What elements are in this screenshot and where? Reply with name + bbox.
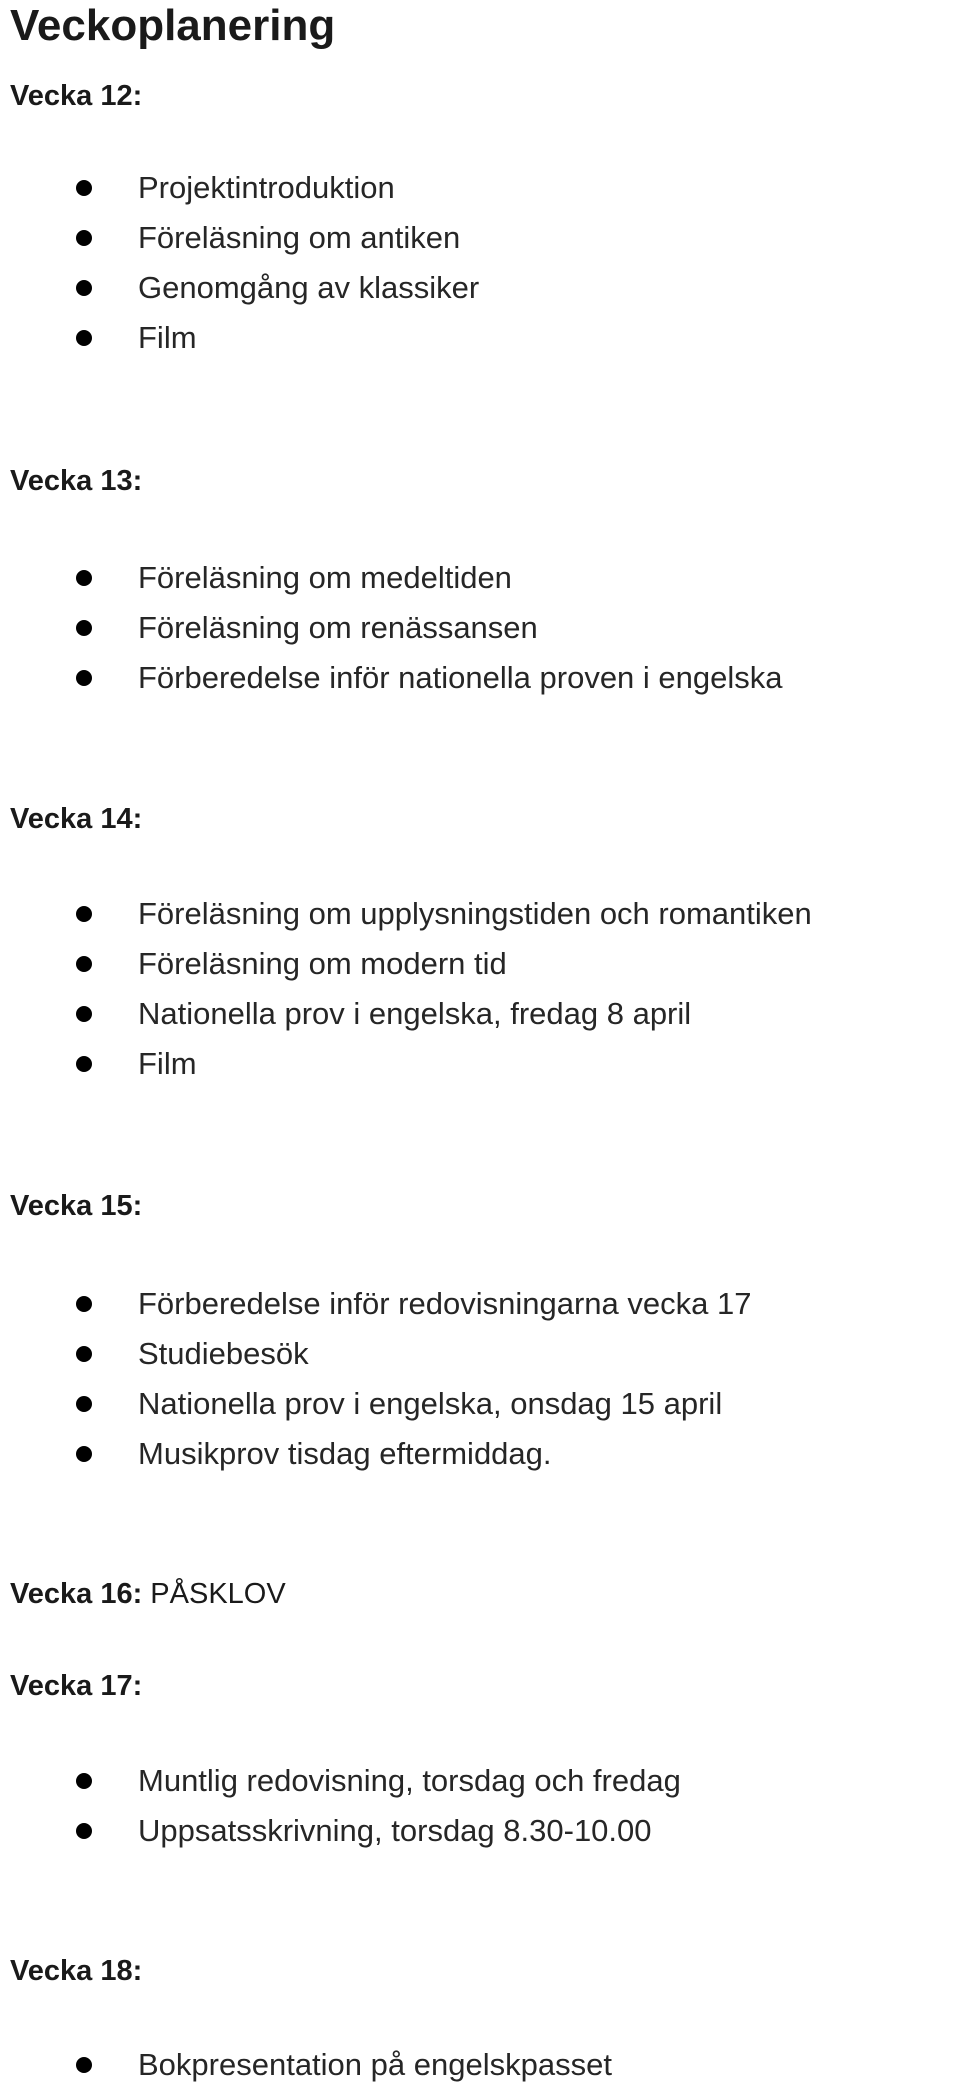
list-item bbox=[0, 1279, 751, 1329]
week-17-label: Vecka 17: bbox=[10, 1670, 143, 1702]
week-16-heading bbox=[10, 1576, 286, 1612]
list-item bbox=[0, 2040, 612, 2090]
bullet-icon bbox=[76, 570, 92, 586]
list-item bbox=[0, 1806, 681, 1856]
list-item bbox=[0, 553, 783, 603]
list-item-text: Genomgång av klassiker bbox=[138, 270, 480, 305]
bullet-icon bbox=[76, 620, 92, 636]
bullet-icon bbox=[76, 1346, 92, 1362]
bullet-icon bbox=[76, 1006, 92, 1022]
bullet-icon bbox=[76, 280, 92, 296]
bullet-icon bbox=[76, 1773, 92, 1789]
list-item-text: Uppsatsskrivning, torsdag 8.30-10.00 bbox=[138, 1813, 652, 1848]
list-item-text: Föreläsning om medeltiden bbox=[138, 560, 512, 595]
list-item-text: Studiebesök bbox=[138, 1336, 309, 1371]
week-17-heading bbox=[10, 1668, 142, 1704]
list-item bbox=[0, 653, 783, 703]
bullet-icon bbox=[76, 906, 92, 922]
list-item bbox=[0, 163, 479, 213]
list-item-text: Film bbox=[138, 1046, 197, 1081]
bullet-icon bbox=[76, 230, 92, 246]
week-13-heading bbox=[10, 463, 142, 499]
page-title: Veckoplanering bbox=[10, 1, 336, 50]
list-item-text: Muntlig redovisning, torsdag och fredag bbox=[138, 1763, 681, 1798]
list-item-text: Nationella prov i engelska, onsdag 15 april bbox=[138, 1386, 723, 1421]
list-item-text: Föreläsning om upplysningstiden och romantiken bbox=[138, 896, 812, 931]
week-15-heading bbox=[10, 1188, 142, 1224]
week-17-list bbox=[0, 1756, 681, 1856]
list-item bbox=[0, 939, 812, 989]
list-item-text: Förberedelse inför nationella proven i engelska bbox=[138, 660, 783, 695]
list-item-text: Föreläsning om antiken bbox=[138, 220, 461, 255]
bullet-icon bbox=[76, 1396, 92, 1412]
bullet-icon bbox=[76, 1056, 92, 1072]
list-item bbox=[0, 1429, 751, 1479]
list-item-text: Nationella prov i engelska, fredag 8 april bbox=[138, 996, 692, 1031]
bullet-icon bbox=[76, 956, 92, 972]
list-item-text: Projektintroduktion bbox=[138, 170, 395, 205]
bullet-icon bbox=[76, 670, 92, 686]
list-item bbox=[0, 1039, 812, 1089]
list-item-text: Förberedelse inför redovisningarna vecka 17 bbox=[138, 1286, 752, 1321]
list-item-text: Film bbox=[138, 320, 197, 355]
list-item bbox=[0, 1329, 751, 1379]
week-13-label: Vecka 13: bbox=[10, 465, 143, 497]
list-item bbox=[0, 313, 479, 363]
week-12-list bbox=[0, 163, 479, 363]
list-item bbox=[0, 263, 479, 313]
week-15-label: Vecka 15: bbox=[10, 1190, 143, 1222]
list-item bbox=[0, 603, 783, 653]
week-18-list bbox=[0, 2040, 612, 2090]
week-14-list bbox=[0, 889, 812, 1089]
list-item bbox=[0, 889, 812, 939]
bullet-icon bbox=[76, 1823, 92, 1839]
week-12-label: Vecka 12: bbox=[10, 80, 143, 112]
week-18-heading bbox=[10, 1953, 142, 1989]
week-18-label: Vecka 18: bbox=[10, 1955, 143, 1987]
week-13-list bbox=[0, 553, 783, 703]
list-item-text: Föreläsning om modern tid bbox=[138, 946, 507, 981]
week-14-heading bbox=[10, 801, 142, 837]
list-item-text: Musikprov tisdag eftermiddag. bbox=[138, 1436, 552, 1471]
week-16-note: PÅSKLOV bbox=[150, 1578, 286, 1610]
bullet-icon bbox=[76, 2057, 92, 2073]
list-item bbox=[0, 1756, 681, 1806]
list-item-text: Bokpresentation på engelskpasset bbox=[138, 2047, 612, 2082]
week-16-label: Vecka 16: bbox=[10, 1578, 143, 1610]
bullet-icon bbox=[76, 180, 92, 196]
bullet-icon bbox=[76, 1296, 92, 1312]
list-item bbox=[0, 1379, 751, 1429]
bullet-icon bbox=[76, 330, 92, 346]
bullet-icon bbox=[76, 1446, 92, 1462]
week-14-label: Vecka 14: bbox=[10, 803, 143, 835]
list-item bbox=[0, 213, 479, 263]
week-15-list bbox=[0, 1279, 751, 1479]
list-item-text: Föreläsning om renässansen bbox=[138, 610, 538, 645]
list-item bbox=[0, 989, 812, 1039]
week-12-heading bbox=[10, 78, 142, 114]
